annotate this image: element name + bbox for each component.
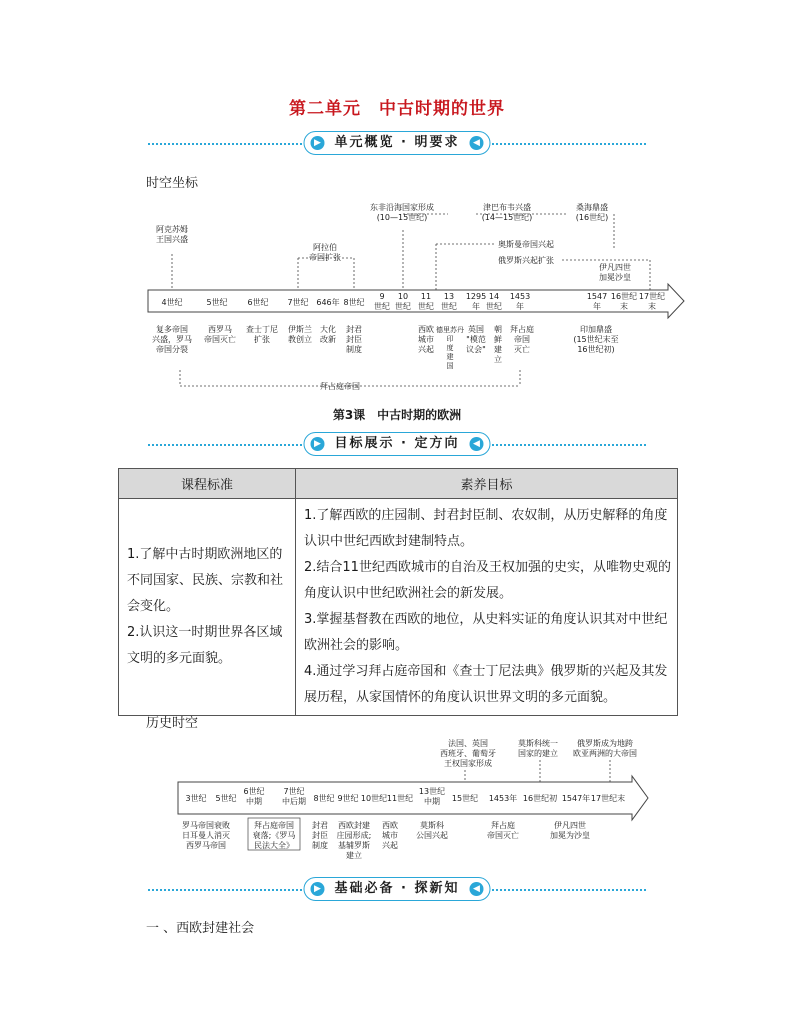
curriculum-item: 2.认识这一时期世界各区域文明的多元面貌。 [127, 625, 283, 666]
event-label: 德里苏丹印度建国 [436, 326, 464, 370]
event-label: 西欧封建庄园形成;基辅罗斯建立 [336, 821, 372, 860]
arrow-left-icon: ◀ [470, 437, 484, 451]
literacy-cell [296, 499, 678, 716]
timeline-tick-label: 16世纪末 [610, 292, 638, 311]
timeline-tick-label: 13世纪中期 [418, 787, 446, 806]
timeline-tick-label: 9世纪 [337, 794, 359, 803]
timeline-tick-label: 11 世纪 [418, 292, 434, 311]
event-label: 津巴布韦兴盛(14—15世纪) [481, 203, 533, 222]
header-curriculum: 课程标准 [119, 469, 296, 499]
timeline-tick-label: 8世纪 [313, 794, 335, 803]
timeline-tick-label: 16世纪初 [522, 794, 558, 803]
timeline-tick-label: 1453 年 [509, 292, 531, 311]
event-label: 伊凡四世加冕为沙皇 [550, 821, 590, 840]
event-label: 复多帝国兴盛，罗马帝国分裂 [152, 325, 192, 354]
arrow-right-icon: ▶ [311, 437, 325, 451]
timeline-tick-label: 4世纪 [161, 298, 183, 307]
event-label: 伊斯兰教创立 [288, 325, 312, 344]
event-label: 查士丁尼扩张 [246, 325, 278, 344]
banner-goals-label: 目标展示 · 定方向 [334, 436, 460, 451]
event-label: 伊凡四世加冕沙皇 [599, 263, 631, 282]
timeline-tick-label: 7世纪中后期 [282, 787, 306, 806]
timeline-arrow [148, 284, 684, 318]
event-label: 西罗马帝国灭亡 [204, 325, 236, 344]
event-label: 阿拉伯帝国扩张 [309, 243, 341, 262]
header-literacy: 素养目标 [296, 469, 678, 499]
event-label: 法国、英国西班牙、葡萄牙王权国家形成 [440, 739, 496, 768]
curriculum-cell [119, 499, 296, 716]
event-label: 拜占庭帝国灭亡 [510, 325, 534, 354]
curriculum-item: 1.了解中古时期欧洲地区的不同国家、民族、宗教和社会变化。 [127, 547, 284, 614]
event-label: 罗马帝国衰败日耳曼人消灭西罗马帝国 [182, 821, 230, 850]
event-label: 拜占庭帝国灭亡 [487, 821, 519, 840]
timeline-tick-label: 6世纪中期 [243, 787, 265, 806]
timeline-tick-label: 3世纪 [185, 794, 207, 803]
banner-goals [0, 431, 794, 457]
timeline-tick-label: 5世纪 [215, 794, 237, 803]
arrow-right-icon: ▶ [311, 882, 325, 896]
event-label: 东非沿海国家形成(10—15世纪) [370, 203, 434, 222]
timeline-tick-label: 8世纪 [343, 298, 365, 307]
unit-title: 第二单元 中古时期的世界 [289, 99, 505, 119]
timeline-tick-label: 1295 年 [465, 292, 487, 311]
timeline-space-time [0, 190, 794, 420]
label-shikong: 时空坐标 [146, 176, 199, 191]
timeline-tick-label: 14 世纪 [486, 292, 502, 311]
banner-overview-label: 单元概览 · 明要求 [334, 135, 460, 150]
event-label: 封君封臣制度 [346, 325, 362, 354]
event-label: 俄罗斯兴起扩张 [498, 256, 554, 265]
event-label: 俄罗斯成为地跨欧亚两洲的大帝国 [573, 739, 637, 758]
literacy-item: 3.掌握基督教在西欧的地位，从史料实证的角度认识其对中世纪欧洲社会的影响。 [304, 612, 668, 653]
timeline-tick-label: 1453年 [488, 794, 518, 803]
event-label: 英国"模范议会" [466, 325, 486, 354]
timeline-tick-label: 10 世纪 [395, 292, 411, 311]
event-label: 莫斯科统一国家的建立 [518, 739, 558, 758]
event-label: 桑海鼎盛(16世纪) [575, 203, 609, 222]
standards-table [118, 468, 678, 716]
timeline-tick-label: 6世纪 [247, 298, 269, 307]
arrow-right-icon: ▶ [311, 136, 325, 150]
timeline-tick-label: 10世纪 [360, 794, 388, 803]
event-label: 拜占庭帝国 [320, 382, 360, 391]
timeline-tick-label: 1547 年 [586, 292, 608, 311]
timeline-tick-label: 15世纪 [451, 794, 479, 803]
banner-basics [0, 876, 794, 902]
event-label: 大化改新 [320, 325, 336, 344]
event-label: 拜占庭帝国衰落;《罗马民法大全》 [252, 821, 296, 850]
banner-basics-label: 基础必备 · 探新知 [334, 881, 460, 896]
timeline-tick-label: 13 世纪 [441, 292, 457, 311]
label-lishi: 历史时空 [146, 716, 199, 731]
timeline-tick-label: 646年 [316, 298, 340, 307]
banner-overview [0, 130, 794, 156]
literacy-item: 2.结合11世纪西欧城市的自治及王权加强的史实，从唯物史观的角度认识中世纪欧洲社会的新发展。 [304, 560, 671, 601]
event-label: 奥斯曼帝国兴起 [498, 240, 554, 249]
timeline-tick-label: 17世纪末 [638, 292, 666, 311]
timeline-tick-label: 5世纪 [206, 298, 228, 307]
timeline-tick-label: 9 世纪 [374, 292, 390, 311]
event-label: 阿克苏姆王国兴盛 [156, 225, 188, 244]
timeline-tick-label: 17世纪末 [590, 794, 626, 803]
event-label: 印加鼎盛(15世纪末至 16世纪初) [573, 325, 619, 354]
event-label: 朝鲜建立 [494, 325, 502, 364]
literacy-item: 1.了解西欧的庄园制、封君封臣制、农奴制，从历史解释的角度认识中世纪西欧封建制特点。 [304, 508, 668, 549]
timeline-tick-label: 7世纪 [287, 298, 309, 307]
event-label: 封君封臣制度 [312, 821, 328, 850]
lesson-title: 第3课 中古时期的欧洲 [332, 408, 462, 422]
timeline-tick-label: 1547年 [561, 794, 591, 803]
literacy-item: 4.通过学习拜占庭帝国和《查士丁尼法典》俄罗斯的兴起及其发展历程，从家国情怀的角度认识世界文明的多元面貌。 [304, 664, 668, 705]
event-label: 西欧城市兴起 [418, 325, 434, 354]
arrow-left-icon: ◀ [470, 882, 484, 896]
event-label: 莫斯科公国兴起 [416, 821, 448, 840]
event-label: 西欧城市兴起 [382, 821, 398, 850]
timeline-tick-label: 11世纪 [386, 794, 414, 803]
timeline-history [0, 738, 794, 878]
section-heading: 一 、西欧封建社会 [146, 921, 255, 936]
arrow-left-icon: ◀ [470, 136, 484, 150]
